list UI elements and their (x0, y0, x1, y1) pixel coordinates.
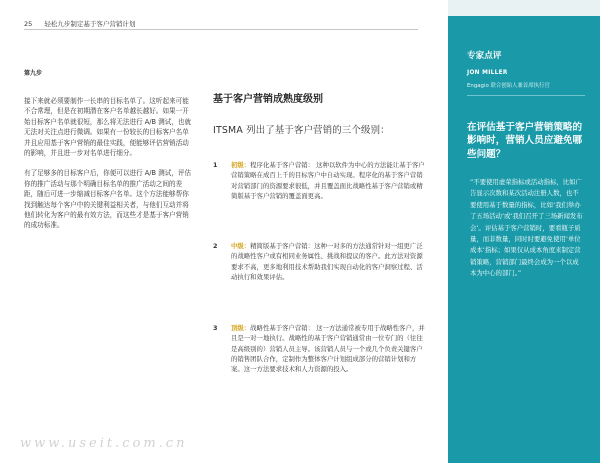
sidebar-quote: “不要使用虚荣指标或活动指标，比如广告显示次数和某次活动注册人数，也不要使用基于数量的指标，比如‘我们举办了五场活动’或‘我们召开了三场新闻发布会’。评估基于客户营销时，要看瓶子质量，而非数量，同时时要避免使用‘单位成本’指标；如果仅从成本角度来制定营销策略，营销部门最终会成为一个以成本为中心的部门。” (470, 178, 583, 278)
level-item-2 (213, 241, 425, 282)
level-name: 初级： (231, 161, 251, 169)
expert-role: Engagio 联合创始人兼首席执行官 (467, 83, 550, 89)
expert-name: JON MILLER (467, 70, 508, 76)
running-title: 轻松九步制定基于客户营销计划 (44, 20, 136, 28)
main-column (213, 93, 423, 107)
level-number: 1 (213, 161, 218, 169)
page-header (24, 19, 135, 28)
level-number: 2 (213, 242, 218, 250)
section-title: 基于客户营销成熟度级别 (213, 94, 323, 105)
level-item-3 (213, 323, 425, 374)
expert-sidebar (448, 0, 600, 463)
left-paragraph-1: 接下来就必须要制作一长串的目标名单了。这听起来可能不合常理，但是在初期潜在客户名单越长越好。如果一开始目标客户名单就很短，那么将无法进行 A/B 测试，也就无法对关注点进行微调。如果有一份较长的目标客户名单并且应用基于客户营销的最佳实践，便能够评估营销活动的影响，并且进一步对名单进行细分。 (24, 97, 192, 158)
level-name: 中级： (231, 242, 251, 250)
sidebar-divider (467, 95, 585, 96)
watermark-text: www.useit.com.cn (20, 436, 188, 451)
step-label: 第九步 (24, 70, 43, 77)
level-item-1 (213, 160, 425, 201)
level-name: 顶级： (231, 324, 251, 332)
left-column (24, 96, 192, 241)
section-subtitle: ITSMA 列出了基于客户营销的三个级别： (213, 125, 390, 136)
header-divider (24, 29, 418, 30)
left-paragraph-2: 有了足够多的目标客户后，你便可以进行 A/B 测试，评估你的推广活动与那个明确目标名单的推广活动之间的差距，随后可进一步缩减目标客户名单。这个方法能够帮你找到触达每个客户中的关键利益相关者，与他们互动并将他们转化为客户的最有效方法，而这些才是基于客户营销的成功标准。 (24, 169, 192, 230)
level-description: 精简版基于客户营销：这种一对多的方法通常针对一组更广泛的战略性客户或有相同业务属性、挑战和提议的客户。此方法对资源要求不高，更多地利用技术帮助我们实现自动化的客户洞察过程、活动执行和效果评估。 (231, 242, 423, 281)
level-description: 战略性基于客户营销： 这一方法通常被专用于战略性客户，并且是一对一地执行。战略性的基于客户营销通常由一位专门的（往往是高级别的）营销人员主导。该营销人员与一个或几个负责关键客户的销售团队合作，定制作为整体客户计划组成部分的营销计划和方案。这一方法要求技术和人力资源的投入。 (231, 324, 425, 374)
sidebar-title: 专家点评 (467, 51, 502, 61)
sidebar-top-band (448, 0, 600, 16)
level-text-block (231, 323, 425, 374)
page-number: 25 (24, 20, 33, 28)
level-text-block (231, 160, 425, 201)
sidebar-question: 在评估基于客户营销策略的影响时，营销人员应避免哪些问题？ (467, 122, 583, 160)
level-text-block (231, 241, 425, 282)
level-number: 3 (213, 324, 218, 332)
level-description: 程序化基于客户营销： 这种以软件为中心的方法能让基于客户营销策略在成百上千的目标客户中自动实现。程序化的基于客户营销对营销部门的资源要求很低，并且覆盖面比战略性基于客户营销或精简版基于客户营销的覆盖面更高。 (231, 161, 425, 200)
